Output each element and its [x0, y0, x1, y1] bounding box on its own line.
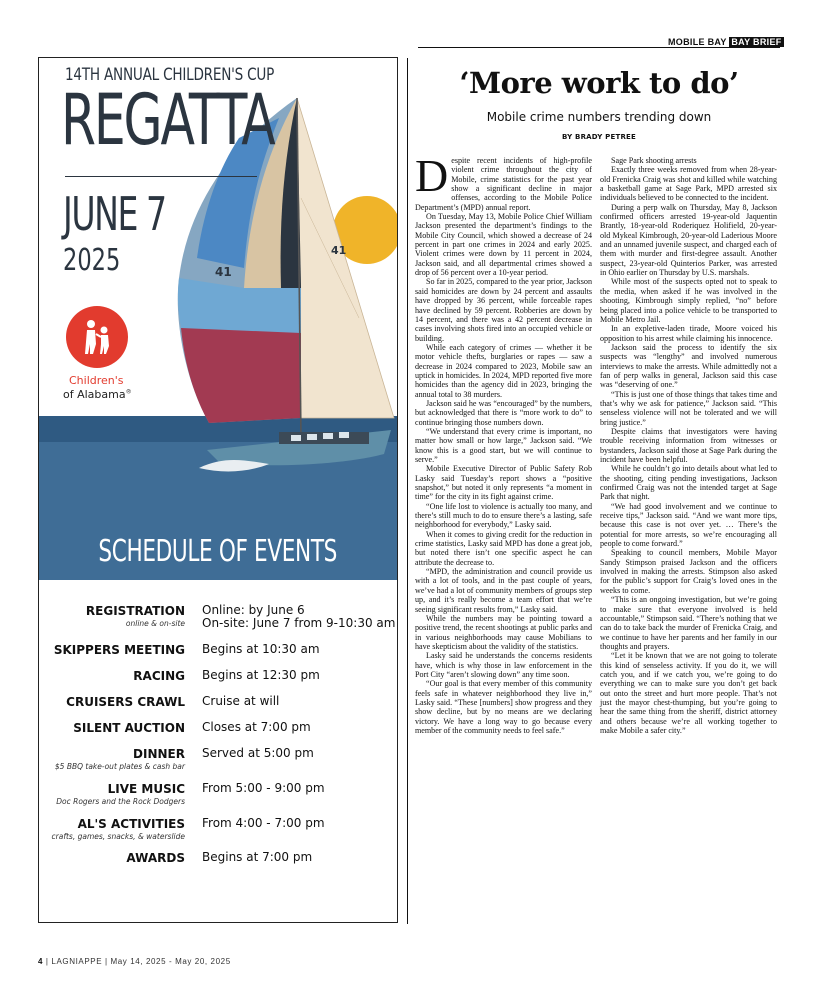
paragraph-text: “This is an ongoing investigation, but we’re going to make sure that everyone involved is held accountable,” Stimpson said. “There’s nothing that we can do to take back the murder of Frenicka Craig, and we continue to have her parents and her family in our thoughts and prayers.: [600, 595, 777, 651]
event-name: SILENT AUCTION: [73, 721, 185, 735]
paragraph-text: “We had good involvement and we continue to receive tips,” Jackson said. “And we want more tips, because this case is not over yet. … There’s the potential for more arrests, so we’re encouraging all people to come forward.”: [600, 501, 777, 549]
article-paragraph: [600, 427, 777, 464]
article-paragraph: [415, 502, 592, 530]
article-paragraph: [415, 651, 592, 679]
article-paragraph: [415, 343, 592, 399]
article-paragraph: [600, 203, 777, 278]
paragraph-text: While the numbers may be pointing toward a positive trend, the recent shootings at public parks and in various neighborhoods may cause Mobilians to have skepticism about the validity of the statistics.: [415, 613, 592, 651]
article-headline: ‘More work to do’: [459, 66, 739, 100]
event-time: Begins at 7:00 pm: [202, 850, 313, 864]
article-paragraph: [415, 614, 592, 651]
article-subhead: Mobile crime numbers trending down: [486, 110, 712, 124]
ad-title-small: 14TH ANNUAL CHILDREN'S CUP: [65, 65, 275, 85]
article-byline: BY BRADY PETREE: [561, 133, 637, 141]
paragraph-text: Sage Park shooting arrests: [611, 156, 697, 165]
paragraph-text: “MPD, the administration and council provide us with a lot of tools, and in the past couple of years, we’ve had a lot of community members of groups step up, and it’s really become a team effort that we’re seeing significant results from,” Lasky said.: [415, 567, 592, 614]
header-rule: [418, 47, 780, 48]
ad-year: 2025: [63, 243, 121, 278]
article-column-2: [600, 156, 777, 735]
article-paragraph: [415, 212, 592, 277]
article-paragraph: [600, 464, 777, 501]
section-brand: [668, 37, 784, 47]
ad-date: JUNE 7: [63, 187, 166, 241]
event-name: LIVE MUSIC: [107, 782, 185, 796]
ad-poster: [39, 58, 397, 580]
event-sub: online & on-site: [125, 619, 185, 628]
event-name: RACING: [133, 669, 185, 683]
ad-title-big: REGATTA: [61, 79, 274, 161]
paragraph-text: Lasky said he understands the concerns residents have, which is why those in law enforcement in the Port City “aren’t slowing down” any time soon.: [415, 651, 592, 679]
paragraph-text: “We understand that every crime is important, no matter how small or how large,” Jackson said. “We know this is a good start, but we will continue to serve.”: [415, 426, 592, 464]
event-time: Begins at 10:30 am: [202, 642, 320, 656]
brand-boxed: BAY BRIEF: [731, 37, 782, 47]
regatta-advertisement: [38, 57, 398, 923]
logo-name-line1: Children's: [69, 374, 124, 387]
paragraph-text: During a perp walk on Thursday, May 8, Jackson confirmed officers arrested 19-year-old Jaquentin Brantly, 18-year-old Roderiquez Holifield, 20-year-old Mykeal Kimbrough, 20-year-old Laderious Moore and an unnamed juvenile suspect, and charged each of them with murder and first-degree assault. Another suspect, 23-year-old Quinterios Parker, was arrested in Ohio earlier on Thursday by U.S. marshals.: [600, 202, 777, 278]
article-paragraph: [600, 651, 777, 735]
article-paragraph: [600, 324, 777, 343]
publication-name: LAGNIAPPE: [51, 957, 103, 966]
article-paragraph: [600, 548, 777, 595]
event-time: Cruise at will: [202, 694, 280, 708]
event-time: Online: by June 6: [202, 603, 305, 617]
event-sub: Doc Rogers and the Rock Dodgers: [56, 797, 185, 806]
article-paragraph: [600, 595, 777, 651]
paragraph-text: While most of the suspects opted not to speak to the media, when asked if he was involved in the shooting, Kimbrough simply replied, “no” before being placed into a police vehicle to be transported to Mobile Metro Jail.: [600, 277, 777, 324]
event-sub: crafts, games, snacks, & waterslide: [51, 832, 185, 841]
sail-number-1: 41: [215, 265, 232, 279]
column-divider: [407, 58, 408, 924]
article-paragraph: [600, 165, 777, 202]
drop-cap: D: [415, 150, 449, 201]
paragraph-text: “One life lost to violence is actually too many, and there’s still much to do to ensure there’s a lasting, safe neighborhood for everybody,” Lasky said.: [415, 501, 592, 530]
page-footer: 4 | LAGNIAPPE | May 14, 2025 - May 20, 2025: [38, 957, 231, 966]
schedule-title: [39, 534, 397, 569]
article-paragraph: [600, 156, 777, 165]
paragraph-text: Speaking to council members, Mobile Mayor Sandy Stimpson praised Jackson and the officers involved in making the arrests. Stimpson also asked for the public’s support for Craig’s loved ones in the weeks to come.: [600, 548, 777, 595]
paragraph-text: So far in 2025, compared to the year prior, Jackson said homicides are down by 24 percent and assaults have dropped by 36 percent, while forceable rapes have declined by 59 percent. Robberies are down by 14 percent, and there was a 42 percent decrease in cases involving shots fired into an occupied vehicle or building.: [415, 277, 592, 343]
paragraph-text: While each category of crimes — whether it be motor vehicle thefts, burglaries or rapes — saw a decrease in 2024 compared to 2023, Mobile saw an uptick in homicides. In 2024, MPD reported five more homicides than the agency did in 2023, bringing the annual total to 38 murders.: [415, 342, 592, 399]
article-paragraph: [415, 277, 592, 342]
event-name: CRUISERS CRAWL: [66, 695, 185, 709]
paragraph-text: On Tuesday, May 13, Mobile Police Chief William Jackson presented the department’s findings to the Mobile City Council, which showed a decrease of 24 percent in part one crimes in 2024 and early 2025. Violent crimes were down by 11 percent in 2024, Jackson said, and all departmental crimes showed a drop of 56 percent over a 10-year period.: [415, 212, 592, 278]
sail-number-2: 41: [331, 244, 347, 257]
paragraph-text: espite recent incidents of high-profile violent crime throughout the city of Mobile, crime statistics for the past year show a significant decline in major offenses, according to the Mobile Police Department’s (MPD) annual report.: [415, 156, 592, 212]
schedule-title-text: SCHEDULE OF EVENTS: [98, 534, 338, 569]
article-paragraph: [415, 150, 592, 212]
paragraph-text: In an expletive-laden tirade, Moore voiced his opposition to his arrest while claiming his innocence.: [600, 324, 777, 343]
article-paragraph: [600, 502, 777, 549]
paragraph-text: Mobile Executive Director of Public Safety Rob Lasky said Tuesday’s report shows a “positive snapshot,” but noted it only represents “a moment in time” for the city in its fight against crime.: [415, 464, 592, 502]
event-name: SKIPPERS MEETING: [53, 643, 185, 657]
ad-title-rule: [65, 176, 257, 177]
event-name: DINNER: [133, 747, 185, 761]
registered-mark: ®: [125, 388, 132, 396]
article-paragraph: [415, 530, 592, 567]
event-time: Begins at 12:30 pm: [202, 668, 320, 682]
brand-plain: MOBILE BAY: [668, 37, 727, 47]
article-paragraph: [415, 427, 592, 464]
event-name: AL'S ACTIVITIES: [77, 817, 185, 831]
article-paragraph: [415, 399, 592, 427]
article-paragraph: [600, 277, 777, 324]
event-time-2: On-site: June 7 from 9-10:30 am: [202, 616, 396, 630]
logo-name-line2: of Alabama®: [63, 388, 132, 401]
page-number: 4: [38, 957, 44, 966]
paragraph-text: “Our goal is that every member of this community feels safe in whatever neighborhood they live in,” Lasky said. “These [numbers] show progress and they show decline, but by no means are we declaring victory. We have a long way to go because every member of the community needs to feel safe.”: [415, 679, 592, 735]
paragraph-text: Jackson said the process to identify the six suspects was “lengthy” and involved numerous interviews to make the arrests. While admittedly not a fan of perp walks in general, Jackson said this case was “deserving of one.”: [600, 342, 777, 390]
paragraph-text: “Let it be known that we are not going to tolerate this kind of senseless activity. If you do it, we will catch you, and if we catch you, we’re going to do everything we can to make sure you don’t get back out onto the street and hurt more people. That’s not just the mayor chest-thumping, but you’re going to hear the same thing from the sheriff, district attorney and others because we’re all working together to make Mobile a safer city.”: [600, 651, 777, 735]
event-sub: $5 BBQ take-out plates & cash bar: [54, 762, 185, 771]
article-paragraph: [415, 567, 592, 614]
event-time: Served at 5:00 pm: [202, 746, 314, 760]
paragraph-text: Despite claims that investigators were having trouble receiving information from witnesses or bystanders, Jackson said those at Sage Park during the incident have been helpful.: [600, 426, 777, 464]
paragraph-text: While he couldn’t go into details about what led to the shooting, citing pending investigations, Jackson confirmed Craig was not the intended target at Sage Park that night.: [600, 464, 777, 502]
issue-dates: May 14, 2025 - May 20, 2025: [110, 957, 231, 966]
article-column-1: [415, 150, 592, 735]
event-name: AWARDS: [126, 851, 185, 865]
article-paragraph: [415, 464, 592, 501]
article-paragraph: [600, 390, 777, 427]
paragraph-text: Jackson said he was “encouraged” by the numbers, but acknowledged that there is “more work to do” to continue bringing those numbers down.: [415, 398, 592, 427]
event-name: REGISTRATION: [85, 604, 185, 618]
event-time: From 5:00 - 9:00 pm: [202, 781, 325, 795]
paragraph-text: “This is just one of those things that takes time and that’s why we ask for patience,” Jackson said. “This senseless violence will not be tolerated and we will bring justice.”: [600, 389, 777, 427]
paragraph-text: Exactly three weeks removed from when 28-year-old Frenicka Craig was shot and killed while watching a basketball game at Sage Park, MPD arrested six individuals believed to be connected to the incident.: [600, 165, 777, 203]
article-paragraph: [415, 679, 592, 735]
paragraph-text: When it comes to giving credit for the reduction in crime statistics, Lasky said MPD has done a great job, but noted there isn’t one specific aspect he can attribute the decrease to.: [415, 529, 592, 567]
event-time: From 4:00 - 7:00 pm: [202, 816, 325, 830]
event-time: Closes at 7:00 pm: [202, 720, 311, 734]
article-paragraph: [600, 343, 777, 390]
childrens-hospital-logo-icon: [66, 306, 128, 368]
